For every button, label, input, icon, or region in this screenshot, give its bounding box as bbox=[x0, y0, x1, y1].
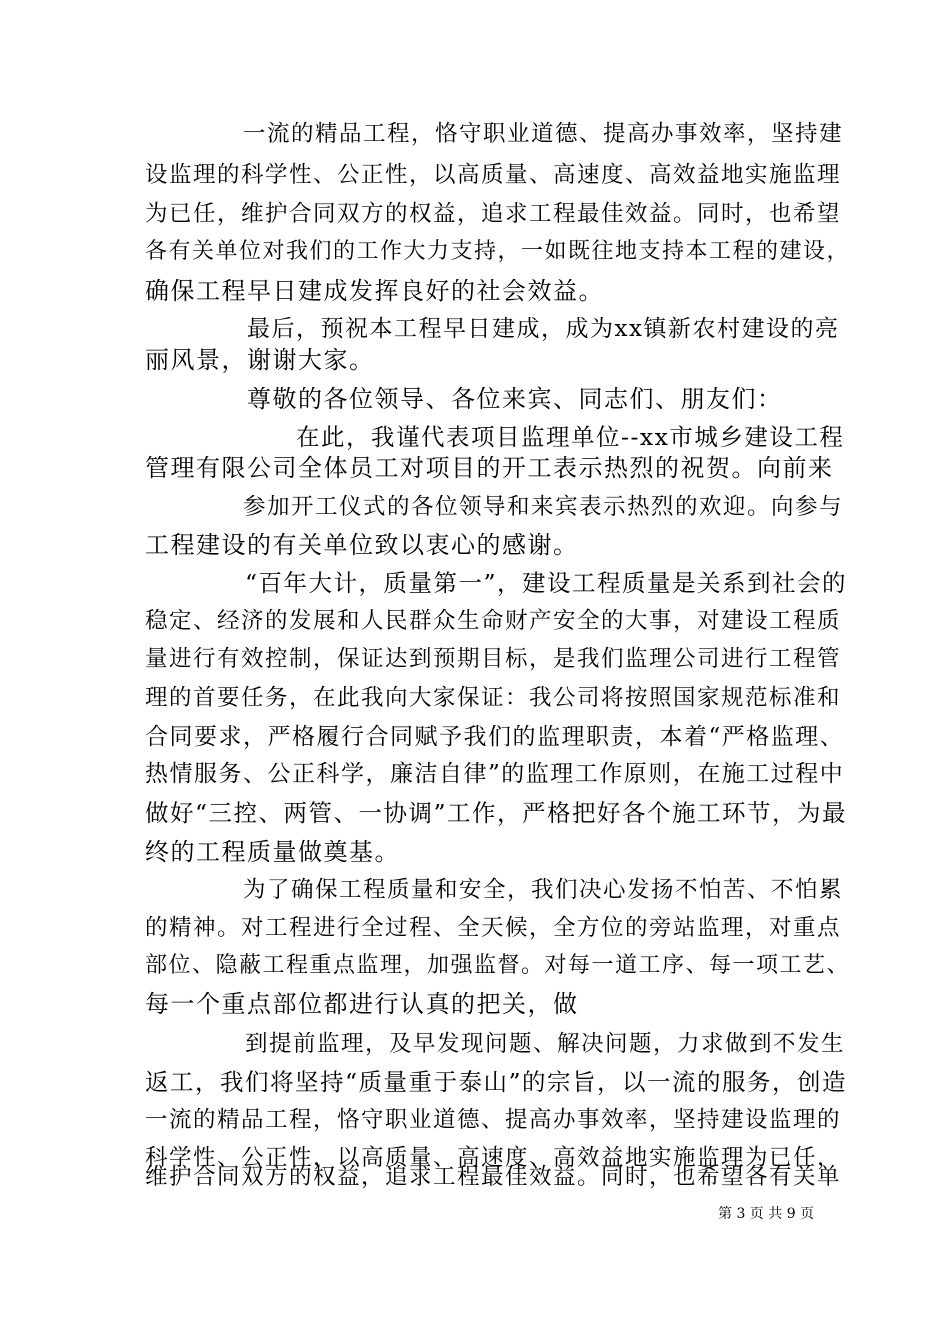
text-line: 设监理的科学性、公正性，以高质量、高速度、高效益地实施监理 bbox=[145, 162, 842, 188]
text-line: 热情服务、公正科学，廉洁自律”的监理工作原则，在施工过程中 bbox=[145, 761, 845, 787]
text-line: 的精神。对工程进行全过程、全天候，全方位的旁站监理，对重点 bbox=[145, 915, 842, 941]
page-footer: 第 3 页 共 9 页 bbox=[718, 1206, 815, 1222]
text-line: 为已任，维护合同双方的权益，追求工程最佳效益。同时，也希望 bbox=[145, 201, 842, 227]
text-line: 稳定、经济的发展和人民群众生命财产安全的大事，对建设工程质 bbox=[145, 608, 842, 634]
text-line: 一流的精品工程，恪守职业道德、提高办事效率，坚持建设监理的 bbox=[145, 1107, 842, 1133]
text-line: 每一个重点部位都进行认真的把关，做 bbox=[145, 990, 579, 1018]
text-line: 理的首要任务，在此我向大家保证：我公司将按照国家规范标准和 bbox=[145, 685, 842, 711]
text-line: 量进行有效控制，保证达到预期目标，是我们监理公司进行工程管 bbox=[145, 646, 842, 672]
text-line: 做好“三控、两管、一协调”工作，严格把好各个施工环节，为最 bbox=[145, 799, 848, 827]
text-line: 维护合同双方的权益，追求工程最佳效益。同时，也希望各有关单 bbox=[145, 1164, 842, 1190]
text-line: 返工，我们将坚持“质量重于泰山”的宗旨，以一流的服务，创造 bbox=[145, 1068, 848, 1096]
text-line: 丽风景，谢谢大家。 bbox=[145, 346, 375, 374]
text-line: 工程建设的有关单位致以衷心的感谢。 bbox=[145, 531, 579, 559]
text-line: 科学性、公正性，以高质量、高速度、高效益地实施监理为已任， bbox=[145, 1145, 842, 1171]
text-line: 最后，预祝本工程早日建成，成为xx镇新农村建设的亮 bbox=[247, 316, 840, 342]
text-line: 参加开工仪式的各位领导和来宾表示热烈的欢迎。向参与 bbox=[243, 494, 844, 520]
text-line: 各有关单位对我们的工作大力支持，一如既往地支持本工程的建设， bbox=[145, 239, 851, 264]
text-line: “百年大计，质量第一”，建设工程质量是关系到社会的 bbox=[245, 569, 848, 597]
text-line: 尊敬的各位领导、各位来宾、同志们、朋友们： bbox=[247, 385, 783, 413]
text-line: 一流的精品工程，恪守职业道德、提高办事效率，坚持建 bbox=[243, 121, 844, 147]
text-line: 确保工程早日建成发挥良好的社会效益。 bbox=[145, 277, 604, 305]
text-line: 到提前监理，及早发现问题、解决问题，力求做到不发生 bbox=[245, 1031, 846, 1057]
text-line: 合同要求，严格履行合同赋予我们的监理职责，本着“严格监理、 bbox=[145, 724, 845, 750]
text-line: 管理有限公司全体员工对项目的开工表示热烈的祝贺。向前来 bbox=[145, 454, 834, 482]
text-line: 终的工程质量做奠基。 bbox=[145, 838, 400, 866]
text-line: 部位、隐蔽工程重点监理，加强监督。对每一道工序、每一项工艺、 bbox=[145, 953, 851, 978]
text-line: 在此，我谨代表项目监理单位--xx市城乡建设工程 bbox=[296, 423, 845, 451]
text-line: 为了确保工程质量和安全，我们决心发扬不怕苦、不怕累 bbox=[243, 877, 844, 903]
